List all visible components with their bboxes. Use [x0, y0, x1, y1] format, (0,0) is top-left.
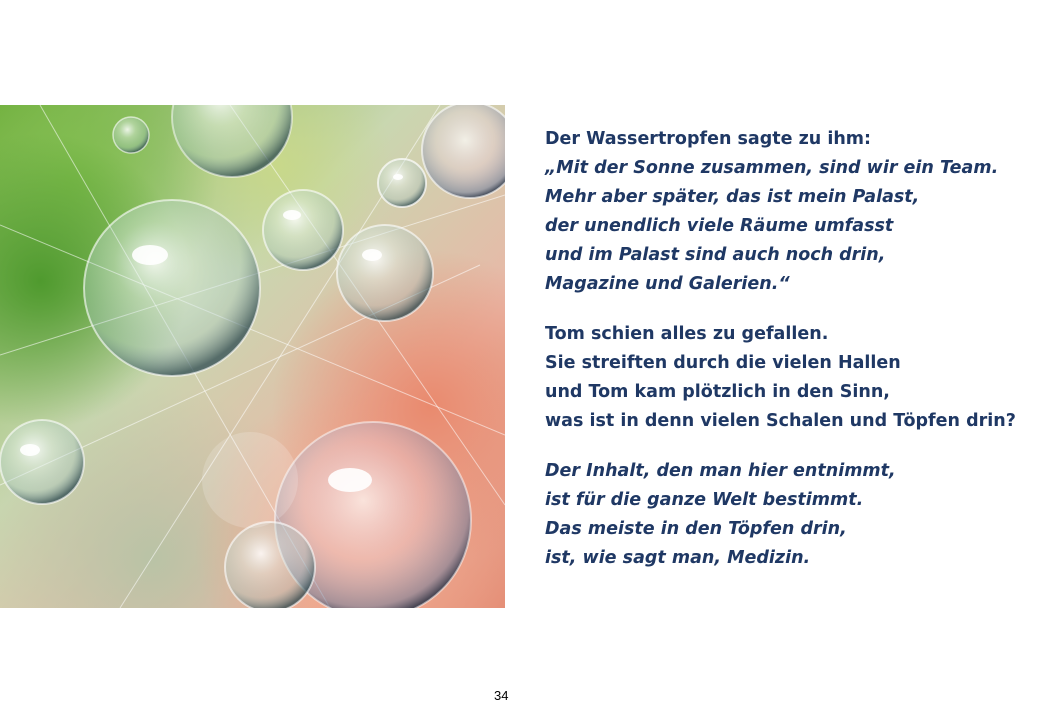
droplet-group — [0, 105, 505, 608]
poem-line: Tom schien alles zu gefallen. — [545, 324, 829, 344]
poem-line: der unendlich viele Räume umfasst — [545, 216, 894, 236]
poem-line: ist, wie sagt man, Medizin. — [545, 548, 811, 568]
droplet — [172, 105, 292, 177]
droplet — [378, 159, 426, 207]
page-number: 34 — [494, 688, 509, 703]
droplet — [263, 190, 343, 270]
poem-line: Mehr aber später, das ist mein Palast, — [545, 187, 920, 207]
poem-line: Der Inhalt, den man hier entnimmt, — [545, 461, 896, 481]
droplet — [84, 200, 260, 376]
poem-text — [545, 125, 1025, 573]
droplet — [422, 105, 505, 198]
droplets-illustration — [0, 105, 505, 608]
poem-line: „Mit der Sonne zusammen, sind wir ein Team. — [545, 158, 999, 178]
poem-line: was ist in denn vielen Schalen und Töpfen drin? — [545, 411, 1016, 431]
stanza-2 — [545, 320, 1025, 436]
poem-line: Magazine und Galerien.“ — [545, 274, 790, 294]
droplet — [225, 522, 315, 608]
poem-line: und im Palast sind auch noch drin, — [545, 245, 886, 265]
droplet — [113, 117, 149, 153]
poem-line: und Tom kam plötzlich in den Sinn, — [545, 382, 890, 402]
poem-line: ist für die ganze Welt bestimmt. — [545, 490, 864, 510]
droplet — [0, 420, 84, 504]
stanza-3 — [545, 457, 1025, 573]
poem-line: Sie streiften durch die vielen Hallen — [545, 353, 901, 373]
droplet — [337, 225, 433, 321]
droplet — [202, 432, 298, 528]
poem-line: Das meiste in den Töpfen drin, — [545, 519, 847, 539]
stanza-1 — [545, 125, 1025, 299]
poem-line: Der Wassertropfen sagte zu ihm: — [545, 129, 872, 149]
water-droplets-photo — [0, 105, 505, 608]
